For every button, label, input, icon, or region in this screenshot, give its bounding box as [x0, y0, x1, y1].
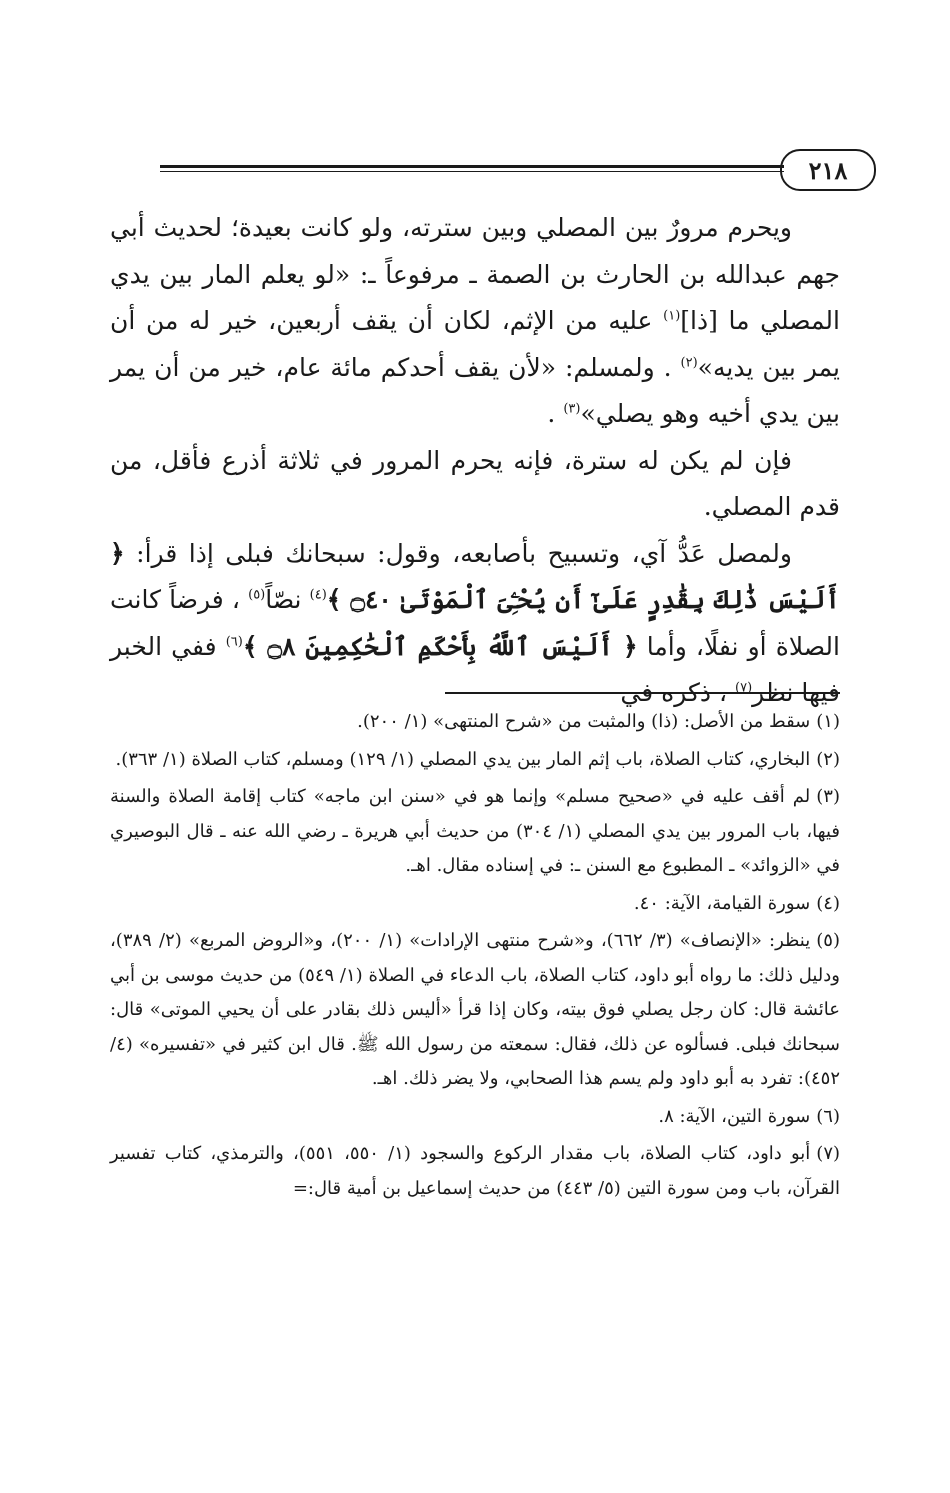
footnote-separator	[445, 692, 840, 694]
footnote-ref-7: (٧)	[735, 680, 753, 696]
footnotes	[110, 705, 840, 1209]
footnote-text: سورة القيامة، الآية: ٤٠.	[633, 892, 811, 914]
footnote-1	[110, 705, 840, 740]
footnote-text: سقط من الأصل: (ذا) والمثبت من «شرح المنتهى» (١/ ٢٠٠).	[357, 711, 811, 732]
footnote-text: ينظر: «الإنصاف» (٣/ ٦٦٢)، و«شرح منتهى الإرادات» (١/ ٢٠٠)، و«الروض المربع» (٢/ ٣٨٩)، ودليل ذلك: ما رواه أبو داود، كتاب الصلاة، باب الدعاء في الصلاة (١/ ٥٤٩) من حديث موسى بن أبي عائشة قال: كان رجل يصلي فوق بيته، وكان إذا قرأ «أليس ذلك بقادر على أن يحيي الموتى» قال: سبحانك فبلى. فسألوه عن ذلك، فقال: سمعته من رسول الله ﷺ. قال ابن كثير في «تفسيره» (٤/ ٤٥٢): تفرد به أبو داود ولم يسم هذا الصحابي، ولا يضر ذلك. اهـ.	[110, 930, 840, 1089]
paragraph-text: ففي الخبر فيها نظر	[110, 631, 840, 707]
paragraph-text: ، ذكره في	[620, 678, 736, 707]
paragraph-3	[110, 531, 840, 717]
paragraph-1	[110, 205, 840, 438]
page-number: ٢١٨	[780, 149, 876, 191]
main-text	[110, 205, 840, 717]
footnote-6	[110, 1100, 840, 1135]
footnote-ref-1: (١)	[663, 308, 681, 324]
footnote-number: (٧)	[816, 1143, 841, 1164]
paragraph-text: نصّاً	[265, 585, 310, 614]
footnote-number: (١)	[816, 711, 840, 732]
footnote-text: البخاري، كتاب الصلاة، باب إثم المار بين يدي المصلي (١/ ١٢٩) ومسلم، كتاب الصلاة (١/ ٣٦٣).	[115, 748, 811, 770]
quran-verse-1: ﴿ أَلَيْسَ ذَٰلِكَ بِقَٰدِرٍ عَلَىٰٓ أَن يُحْـِۧىَ ٱلْمَوْتَىٰ ۝٤٠ ﴾	[110, 538, 840, 614]
footnote-number: (٤)	[816, 892, 840, 914]
paragraph-text: . ولمسلم: «لأن يقف أحدكم مائة عام، خير من أن يمر بين يدي أخيه وهو يصلي»	[110, 352, 840, 428]
paragraph-2: فإن لم يكن له سترة، فإنه يحرم المرور في ثلاثة أذرع فأقل، من قدم المصلي.	[110, 445, 840, 521]
paragraph-text: ويحرم مرورٌ بين المصلي وبين سترته، ولو كانت بعيدة؛ لحديث أبي جهم عبدالله بن الحارث بن الصمة ـ مرفوعاً ـ: «لو يعلم المار بين يدي المصلي ما [ذا]	[110, 213, 840, 335]
footnote-number: (٥)	[816, 930, 840, 951]
header-rule	[160, 165, 784, 175]
quran-verse-2: ﴿ أَلَيْسَ ٱللَّهُ بِأَحْكَمِ ٱلْحَٰكِمِينَ ۝٨ ﴾	[242, 631, 638, 661]
footnote-2	[110, 743, 840, 778]
footnote-ref-3: (٣)	[563, 401, 581, 417]
footnote-number: (٢)	[816, 748, 840, 770]
paragraph-text: ، فرضاً كانت الصلاة أو نفلًا، وأما	[110, 585, 840, 661]
footnote-ref-6: (٦)	[225, 634, 243, 650]
footnote-ref-2: (٢)	[680, 355, 698, 371]
footnote-3	[110, 780, 840, 884]
paragraph-text: ولمصل عَدُّ آي، وتسبيح بأصابعه، وقول: سبحانك فبلى إذا قرأ:	[124, 538, 792, 568]
paragraph-text: عليه من الإثم، لكان أن يقف أربعين، خير له من أن يمر بين يديه»	[110, 306, 840, 382]
footnote-5	[110, 924, 840, 1097]
footnote-ref-5: (٥)	[248, 587, 266, 603]
footnote-number: (٦)	[816, 1105, 840, 1127]
page-header	[160, 145, 880, 195]
footnote-ref-4: (٤)	[309, 587, 327, 603]
footnote-4	[110, 887, 840, 922]
footnote-text: لم أقف عليه في «صحيح مسلم» وإنما هو في «سنن ابن ماجه» كتاب إقامة الصلاة والسنة فيها، باب المرور بين يدي المصلي (١/ ٣٠٤) من حديث أبي هريرة ـ رضي الله عنه ـ قال البوصيري في «الزوائد» ـ المطبوع مع السنن ـ: في إسناده مقال. اهـ.	[110, 786, 840, 876]
paragraph-text: .	[547, 399, 564, 428]
footnote-text: أبو داود، كتاب الصلاة، باب مقدار الركوع والسجود (١/ ٥٥٠، ٥٥١)، والترمذي، كتاب تفسير القرآن، باب ومن سورة التين (٥/ ٤٤٣) من حديث إسماعيل بن أمية قال:=	[110, 1143, 840, 1199]
footnote-text: سورة التين، الآية: ٨.	[658, 1105, 811, 1127]
footnote-number: (٣)	[816, 786, 840, 807]
footnote-7	[110, 1137, 840, 1206]
